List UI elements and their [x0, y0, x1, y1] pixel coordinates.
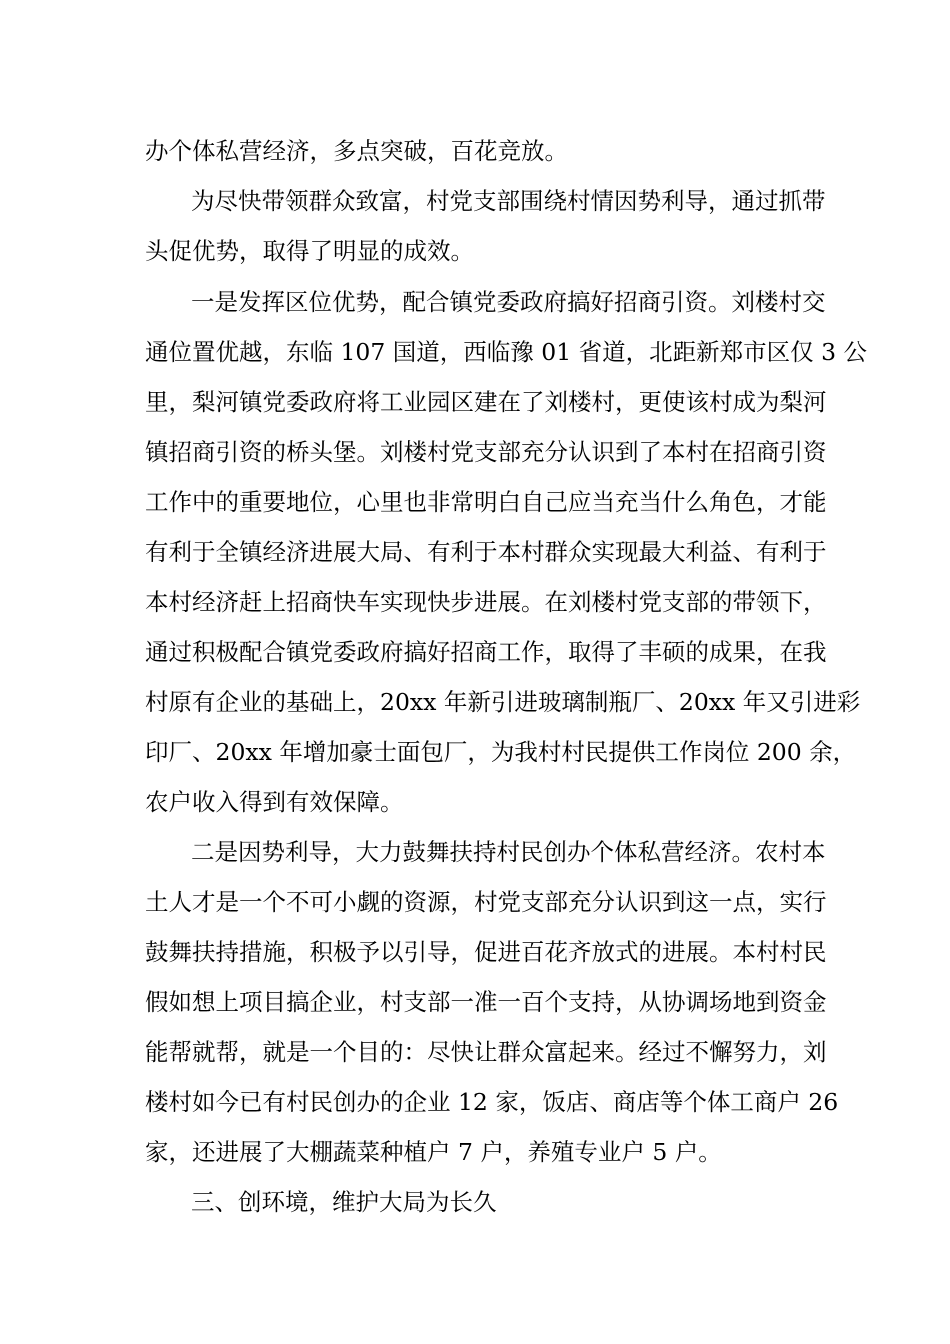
paragraph-line: 通过积极配合镇党委政府搞好招商工作，取得了丰硕的成果，在我 [145, 638, 827, 666]
paragraph-line: 村原有企业的基础上，20xx 年新引进玻璃制瓶厂、20xx 年又引进彩 [145, 688, 861, 716]
paragraph-line: 能帮就帮，就是一个目的：尽快让群众富起来。经过不懈努力，刘 [145, 1038, 827, 1066]
paragraph-line: 鼓舞扶持措施，积极予以引导，促进百花齐放式的进展。本村村民 [145, 938, 827, 966]
paragraph-line: 印厂、20xx 年增加豪士面包厂，为我村村民提供工作岗位 200 余， [145, 738, 857, 766]
paragraph-line: 通位置优越，东临 107 国道，西临豫 01 省道，北距新郑市区仅 3 公 [145, 338, 868, 366]
paragraph-line: 工作中的重要地位，心里也非常明白自己应当充当什么角色，才能 [145, 488, 827, 516]
paragraph-line: 家，还进展了大棚蔬菜种植户 7 户，养殖专业户 5 户。 [145, 1138, 722, 1166]
paragraph-line: 本村经济赶上招商快车实现快步进展。在刘楼村党支部的带领下， [145, 588, 827, 616]
paragraph-line: 农户收入得到有效保障。 [145, 788, 404, 816]
paragraph-line: 土人才是一个不可小觑的资源，村党支部充分认识到这一点，实行 [145, 888, 827, 916]
paragraph-line: 二是因势利导，大力鼓舞扶持村民创办个体私营经济。农村本 [191, 838, 826, 866]
paragraph-line: 头促优势，取得了明显的成效。 [145, 237, 474, 265]
paragraph-line: 一是发挥区位优势，配合镇党委政府搞好招商引资。刘楼村交 [191, 288, 826, 316]
section-heading: 三、创环境，维护大局为长久 [191, 1188, 497, 1216]
paragraph-line: 镇招商引资的桥头堡。刘楼村党支部充分认识到了本村在招商引资 [145, 438, 827, 466]
paragraph-line: 假如想上项目搞企业，村支部一准一百个支持，从协调场地到资金 [145, 988, 827, 1016]
paragraph-line: 里，梨河镇党委政府将工业园区建在了刘楼村，更使该村成为梨河 [145, 388, 827, 416]
paragraph-line: 有利于全镇经济进展大局、有利于本村群众实现最大利益、有利于 [145, 538, 827, 566]
paragraph-line: 为尽快带领群众致富，村党支部围绕村情因势利导，通过抓带 [191, 187, 826, 215]
paragraph-line: 楼村如今已有村民创办的企业 12 家，饭店、商店等个体工商户 26 [145, 1088, 839, 1116]
paragraph-line: 办个体私营经济，多点突破，百花竞放。 [145, 137, 568, 165]
